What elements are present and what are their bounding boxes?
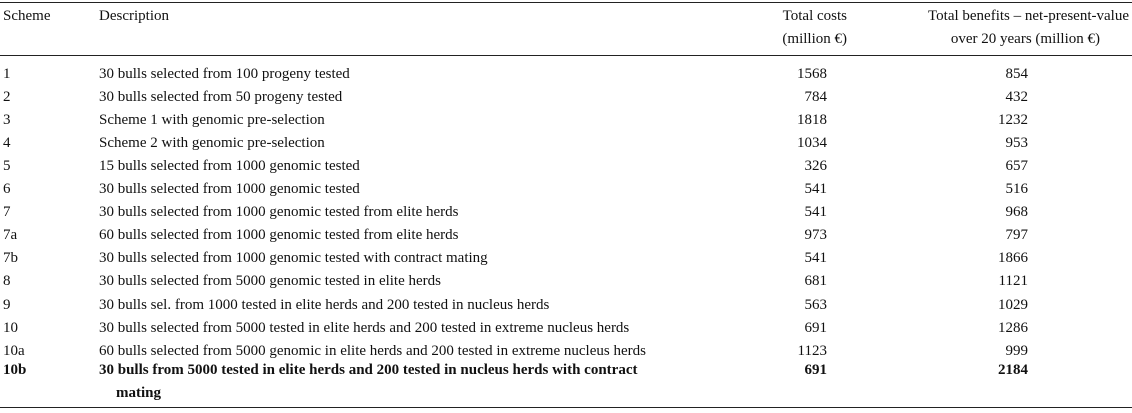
cell-description: 30 bulls selected from 50 progeny tested [99,89,343,105]
cell-benefits: 968 [1005,204,1028,220]
cell-description: 30 bulls selected from 100 progeny tested [99,66,350,82]
cell-scheme: 3 [3,112,11,128]
header-benefits-line1: Total benefits – net-present-value [928,8,1129,24]
cell-description: Scheme 2 with genomic pre-selection [99,135,325,151]
cell-benefits: 999 [1005,343,1028,359]
cell-costs: 784 [804,89,827,105]
cell-costs: 563 [804,297,827,313]
cell-scheme: 10 [3,320,18,336]
header-costs-line2: (million €) [782,31,847,47]
cell-costs: 1818 [797,112,827,128]
cell-benefits: 1286 [998,320,1028,336]
cell-scheme: 5 [3,158,11,174]
cell-benefits: 797 [1005,227,1028,243]
cell-description: 60 bulls selected from 5000 genomic in elite herds and 200 tested in extreme nucleus herds [99,343,646,359]
cell-benefits: 516 [1005,181,1028,197]
header-rule [0,55,1132,56]
last-row-benefits: 2184 [998,362,1028,378]
cell-scheme: 7 [3,204,11,220]
cell-costs: 541 [804,250,827,266]
cell-costs: 541 [804,204,827,220]
cell-description: 60 bulls selected from 1000 genomic tested from elite herds [99,227,459,243]
cell-description: 30 bulls selected from 5000 genomic tested in elite herds [99,273,441,289]
cell-benefits: 1866 [998,250,1028,266]
cell-benefits: 854 [1005,66,1028,82]
cell-description: 30 bulls selected from 1000 genomic tested with contract mating [99,250,488,266]
cell-scheme: 1 [3,66,11,82]
cell-costs: 1034 [797,135,827,151]
cell-costs: 691 [804,320,827,336]
cell-scheme: 9 [3,297,11,313]
cell-scheme: 2 [3,89,11,105]
top-rule [0,2,1132,3]
cell-scheme: 4 [3,135,11,151]
header-benefits-line2: over 20 years (million €) [950,31,1100,47]
last-row-scheme: 10b [3,362,27,378]
last-row-description-line2: mating [116,385,161,401]
header-scheme: Scheme [3,8,51,24]
cell-benefits: 1029 [998,297,1028,313]
cell-benefits: 953 [1005,135,1028,151]
cell-scheme: 7a [3,227,18,243]
cell-description: 30 bulls selected from 5000 tested in elite herds and 200 tested in extreme nucleus herds [99,320,630,336]
cell-description: 30 bulls sel. from 1000 tested in elite herds and 200 tested in nucleus herds [99,297,550,313]
cell-description: Scheme 1 with genomic pre-selection [99,112,325,128]
cell-benefits: 1232 [998,112,1028,128]
header-description: Description [99,8,169,24]
bottom-rule [0,407,1132,408]
cell-description: 15 bulls selected from 1000 genomic tested [99,158,360,174]
cell-costs: 681 [804,273,827,289]
cell-costs: 326 [804,158,827,174]
cell-scheme: 7b [3,250,18,266]
cell-benefits: 657 [1005,158,1028,174]
cell-description: 30 bulls selected from 1000 genomic tested [99,181,360,197]
header-costs-line1: Total costs [782,8,847,24]
cell-scheme: 10a [3,343,25,359]
cell-scheme: 6 [3,181,11,197]
cell-costs: 541 [804,181,827,197]
cell-costs: 973 [804,227,827,243]
cell-scheme: 8 [3,273,11,289]
last-row-description-line1: 30 bulls from 5000 tested in elite herds and 200 tested in nucleus herds with contract [99,362,638,378]
cell-description: 30 bulls selected from 1000 genomic tested from elite herds [99,204,459,220]
cell-benefits: 1121 [998,273,1028,289]
last-row-costs: 691 [804,362,827,378]
cell-costs: 1123 [797,343,827,359]
cell-benefits: 432 [1005,89,1028,105]
cell-costs: 1568 [797,66,827,82]
